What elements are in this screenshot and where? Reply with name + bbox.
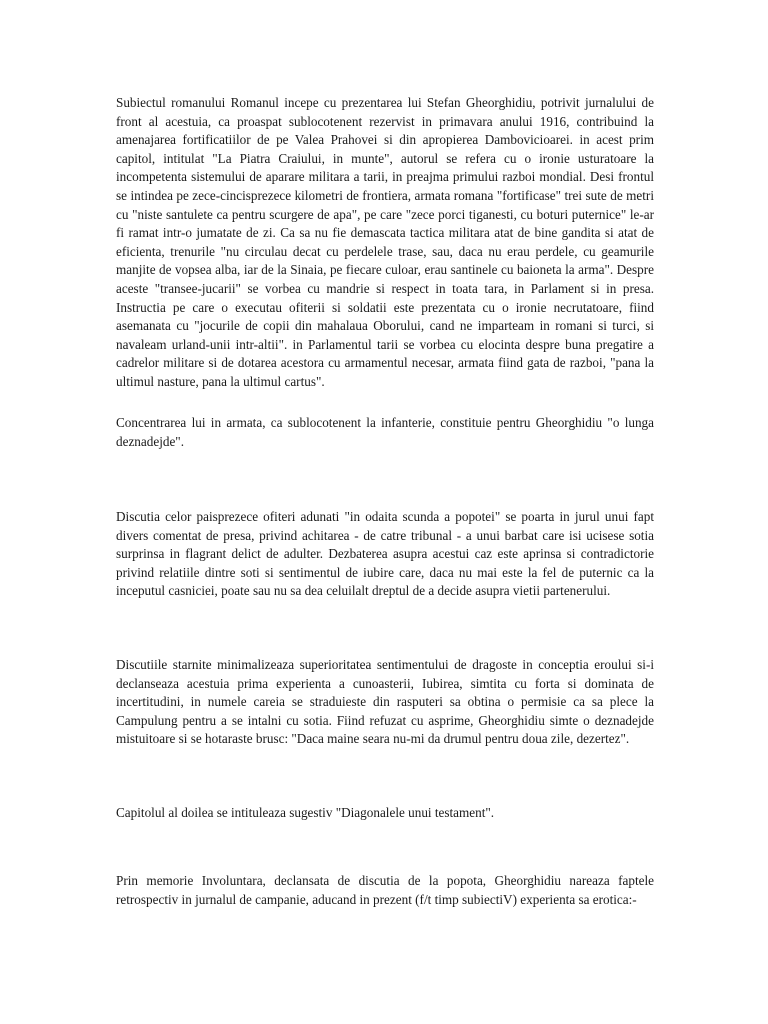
paragraph-involuntary-memory: Prin memorie Involuntara, declansata de discutia de la popota, Gheorghidiu nareaza faptele retrospectiv in jurnalul de campanie, aducand in prezent (f/t timp subiectiV) experienta sa erotica:-	[116, 873, 654, 907]
paragraph-officers-discussion: Discutia celor paisprezece ofiteri adunati "in odaita scunda a popotei" se poarta in jurul unui fapt divers comentat de presa, privind achitarea - de catre tribunal - a unui barbat care isi ucisese sotia surprinsa in flagrant delict de adulter. Dezbaterea asupra acestui caz este aprinsa si contradictorie privind relatiile dintre soti si sentimentul de iubire care, daca nu mai este la fel de puternic ca la inceputul casniciei, poate sau nu sa dea celuilalt dreptul de a decide asupra vietii partenerului.	[116, 509, 654, 599]
paragraph-intro: Subiectul romanului Romanul incepe cu prezentarea lui Stefan Gheorghidiu, potrivit jurnalului de front al acestuia, ca proaspat sublocotenent rezervist in primavara anului 1916, contribuind la amenajarea fortificatiilor de pe Valea Prahovei si din apropierea Dambovicioarei. in acest prim capitol, intitulat "La Piatra Craiului, in munte", autorul se refera cu o ironie usturatoare la incompetenta sistemului de aparare militara a tarii, in preajma primului razboi mondial. Desi frontul se intindea pe zece-cincisprezece kilometri de frontiera, armata romana "fortificase" trei sute de metri cu "niste santulete ca pentru scurgere de apa", pe care "zece porci tiganesti, cu boturi puternice" le-ar fi ramat intr-o jumatate de zi. Ca sa nu fie demascata tactica militara atat de bine gandita si atat de eficienta, trenurile "nu circulau decat cu perdelele trase, sau, daca nu erau perdele, cu geamurile manjite de vopsea alba, iar de la Sinaia, pe fiecare culoar, erau santinele cu baioneta la arma". Despre aceste "transee-jucarii" se vorbea cu mandrie si respect in toata tara, in Parlament si in presa. Instructia pe care o executau ofiterii si soldatii este prezentata cu o ironie necrutatoare, fiind asemanata cu "jocurile de copii din mahalaua Oborului, cand ne imparteam in romani si turci, si navaleam urland-unii intr-altii". in Parlamentul tarii se vorbea cu elocinta despre buna pregatire a cadrelor militare si de dotarea acestora cu armamentul necesar, armata fiind gata de razboi, "pana la ultimul nasture, pana la ultimul cartus".	[116, 95, 654, 389]
paragraph-discussions-effect: Discutiile starnite minimalizeaza superioritatea sentimentului de dragoste in conceptia eroului si-i declanseaza acestuia prima experienta a cunoasterii, Iubirea, simtita cu forta si dominata de incertitudini, in numele careia se straduieste din rasputeri sa obtina o permisie ca sa plece la Campulung pentru a se intalni cu sotia. Fiind refuzat cu asprime, Gheorghidiu simte o deznadejde mistuitoare si se hotaraste brusc: "Daca maine seara nu-mi da drumul pentru doua zile, dezertez".	[116, 657, 654, 747]
paragraph-concentration: Concentrarea lui in armata, ca sublocotenent la infanterie, constituie pentru Gheorghidiu "o lunga deznadejde".	[116, 415, 654, 449]
paragraph-chapter-two: Capitolul al doilea se intituleaza sugestiv "Diagonalele unui testament".	[116, 805, 495, 820]
